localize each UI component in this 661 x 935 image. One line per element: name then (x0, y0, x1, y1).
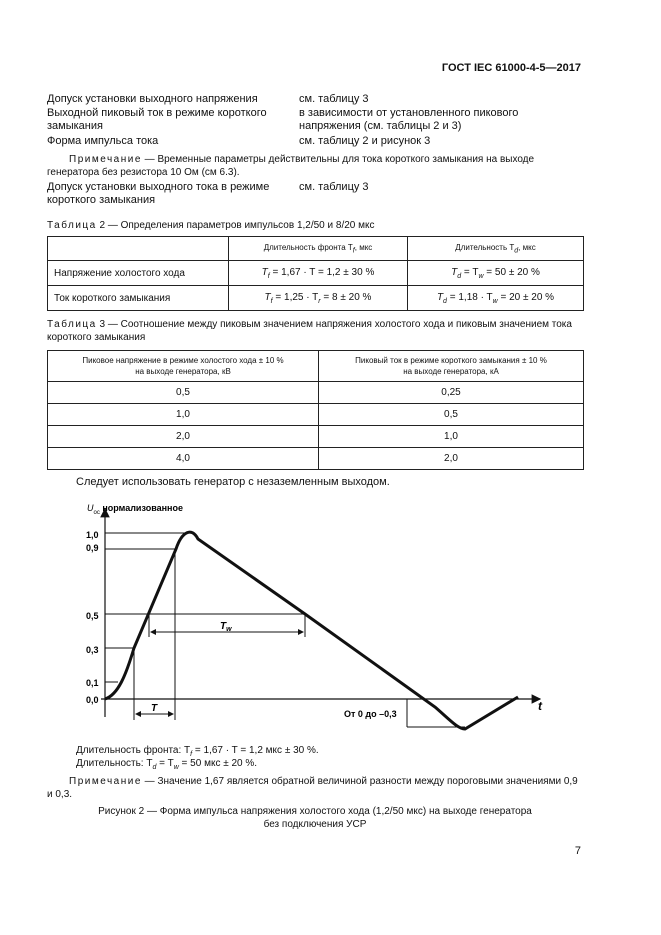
y-tick-label: 0,0 (86, 695, 99, 705)
table-cell: $T_d = 1,18 \cdot T_w = 20 \pm 20$ % (408, 286, 584, 311)
note-label: Примечание (69, 154, 142, 165)
table-row (48, 382, 584, 404)
table-caption-text: 2 — Определения параметров импульсов 1,2/50 и 8/20 мкс (96, 220, 375, 231)
param-row-peak-current (47, 107, 583, 133)
table-row (48, 261, 584, 286)
table-row (48, 286, 584, 311)
table-header-row (48, 351, 584, 382)
param-key: Выходной пиковый ток в режиме короткого замыкания (47, 107, 267, 132)
table-cell: 1,0 (319, 426, 584, 448)
y-tick-label: 1,0 (86, 530, 99, 540)
table-cell: Напряжение холостого хода (48, 261, 229, 286)
param-value: см. таблицу 3 (299, 93, 369, 105)
reference-lines (105, 533, 465, 727)
y-tick-label: 0,3 (86, 645, 99, 655)
table-cell: 4,0 (48, 448, 319, 470)
note-timing (47, 153, 583, 179)
y-tick-label: 0,5 (86, 611, 99, 621)
note-text: — Значение 1,67 является обратной величиной разности между пороговыми значениями 0,9 и 0,3. (47, 776, 578, 800)
param-value: см. таблицу 2 и рисунок 3 (299, 135, 431, 147)
table-header-cell: Длительность $T_d$, мкс (408, 237, 584, 261)
table-cell: 0,5 (319, 404, 584, 426)
table-label: Таблица (47, 220, 97, 231)
waveform-figure (0, 495, 661, 745)
table-row (48, 426, 584, 448)
param-value: см. таблицу 3 (299, 181, 369, 193)
param-key: Форма импульса тока (47, 135, 159, 147)
table-header-cell: Пиковое напряжение в режиме холостого хода ± 10 % на выходе генератора, кВ (48, 351, 319, 382)
param-row-voltage-tolerance (47, 93, 583, 106)
note-text: — Временные параметры действительны для тока короткого замыкания на выходе генератора без резистора 10 Ом (см 6.3). (47, 154, 535, 178)
table-header-cell: Пиковый ток в режиме короткого замыкания ± 10 % на выходе генератора, кА (319, 351, 584, 382)
generator-note: Следует использовать генератор с незаземленным выходом. (76, 476, 390, 488)
param-row-current-waveform (47, 135, 583, 148)
table-cell: $T_f = 1,25 \cdot T_r = 8 \pm 20$ % (229, 286, 408, 311)
note-coefficient (47, 775, 583, 801)
page-number: 7 (574, 845, 581, 857)
table-cell: $T_d = T_w = 50 \pm 20$ % (408, 261, 584, 286)
table-header-empty (48, 237, 229, 261)
table3 (47, 350, 584, 470)
duration-text: Длительность: $T_d = T_w = 50$ мкс ± 20 %. (76, 758, 258, 771)
table-cell: 2,0 (48, 426, 319, 448)
note-label: Примечание (69, 776, 142, 787)
table-cell: 1,0 (48, 404, 319, 426)
y-ticks (86, 530, 99, 705)
table-cell: 0,25 (319, 382, 584, 404)
table-cell: $T_f = 1,67 \cdot T = 1,2 \pm 30$ % (229, 261, 408, 286)
undershoot-label: От 0 до –0,3 (344, 709, 397, 719)
param-key: Допуск установки выходного тока в режиме короткого замыкания (47, 181, 270, 206)
y-tick-label: 0,9 (86, 543, 99, 553)
param-row-current-tolerance (47, 181, 583, 207)
doc-header: ГОСТ IEC 61000-4-5—2017 (441, 62, 581, 74)
y-axis-label: $U_{oc}$ нормализованное (87, 503, 183, 516)
x-axis-label: t (538, 699, 542, 713)
param-value: в зависимости от установленного пикового напряжения (см. таблицы 2 и 3) (299, 107, 519, 132)
table-caption-text: 3 — Соотношение между пиковым значением напряжения холостого хода и пиковым значением тока короткого замыкания (47, 319, 572, 343)
figure-caption: Рисунок 2 — Форма импульса напряжения холостого хода (1,2/50 мкс) на выходе генератора без подключения УСР (98, 806, 532, 830)
front-duration-text: Длительность фронта: $T_f = 1,67 \cdot T = 1,2$ мкс ± 30 %. (76, 745, 319, 758)
table-header-cell: Длительность фронта $T_f$, мкс (229, 237, 408, 261)
table3-caption (47, 318, 583, 344)
table-cell: 0,5 (48, 382, 319, 404)
table-cell: Ток короткого замыкания (48, 286, 229, 311)
table-cell: 2,0 (319, 448, 584, 470)
table2-caption (47, 219, 583, 232)
table-label: Таблица (47, 319, 97, 330)
y-tick-label: 0,1 (86, 678, 99, 688)
table-row (48, 448, 584, 470)
tw-label: $T_w$ (220, 621, 232, 633)
param-key: Допуск установки выходного напряжения (47, 93, 258, 105)
t-label: T (151, 703, 158, 714)
table2 (47, 236, 584, 311)
table-row (48, 404, 584, 426)
table-header-row (48, 237, 584, 261)
